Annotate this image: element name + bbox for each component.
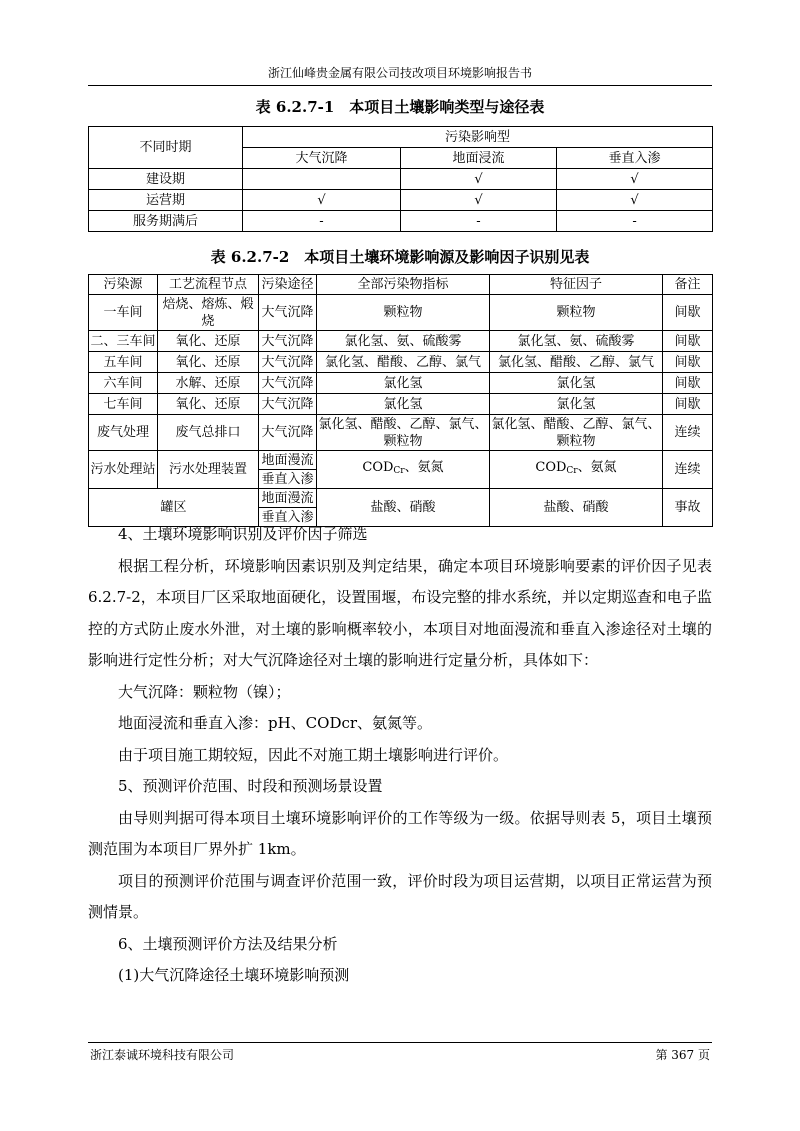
ammonia-text: 、氨氮 — [404, 460, 444, 475]
col-header: 地面浸流 — [401, 148, 557, 169]
node-cell: 污水处理装置 — [158, 451, 259, 489]
source-cell: 二、三车间 — [89, 331, 158, 352]
path-cell: 大气沉降 — [259, 352, 317, 373]
page-header — [88, 64, 712, 86]
all-pollutant-cell: 颗粒物 — [317, 295, 490, 331]
period-cell: 运营期 — [89, 190, 243, 211]
value-cell: √ — [401, 169, 557, 190]
table-row — [89, 415, 713, 451]
paragraph: 大气沉降：颗粒物（镍）； — [118, 682, 291, 701]
note-cell: 间歇 — [663, 295, 713, 331]
value-cell: √ — [557, 169, 713, 190]
section-4-title: 4、土壤环境影响识别及评价因子筛选 — [118, 525, 368, 543]
path-cell: 大气沉降 — [259, 394, 317, 415]
feature-cell: 氯化氢 — [490, 394, 663, 415]
page-footer — [88, 1042, 712, 1062]
all-pollutant-cell: 氯化氢、醋酸、乙醇、氯气 — [317, 352, 490, 373]
all-pollutant-cell: 氯化氢 — [317, 373, 490, 394]
feature-cell: 盐酸、硝酸 — [490, 489, 663, 527]
paragraph: 项目的预测评价范围与调查评价范围一致，评价时段为项目运营期，以项目正常运营为预测情景。 — [88, 871, 712, 921]
note-cell: 连续 — [663, 451, 713, 489]
section-5-title: 5、预测评价范围、时段和预测场景设置 — [118, 777, 383, 795]
table-row — [89, 394, 713, 415]
col-group-header: 污染影响型 — [243, 127, 713, 148]
source-cell: 废气处理 — [89, 415, 158, 451]
col-header: 垂直入渗 — [557, 148, 713, 169]
soil-impact-type-table — [88, 126, 713, 232]
node-cell: 氧化、还原 — [158, 331, 259, 352]
path-cell: 大气沉降 — [259, 415, 317, 451]
feature-cell: 氯化氢、醋酸、乙醇、氯气 — [490, 352, 663, 373]
value-cell: √ — [557, 190, 713, 211]
header-title: 浙江仙峰贵金属有限公司技改项目环境影响报告书 — [267, 66, 532, 80]
note-cell: 间歇 — [663, 352, 713, 373]
feature-cell: 颗粒物 — [490, 295, 663, 331]
feature-cell — [490, 451, 663, 489]
all-pollutant-cell: 氯化氢、醋酸、乙醇、氯气、颗粒物 — [318, 416, 488, 449]
value-cell — [243, 169, 401, 190]
cod-subscript: Cr — [566, 466, 578, 476]
col-header: 特征因子 — [490, 275, 663, 295]
soil-impact-source-table — [88, 274, 713, 527]
value-cell: - — [243, 211, 401, 232]
value-cell: √ — [243, 190, 401, 211]
table-row — [89, 373, 713, 394]
path-cell: 垂直入渗 — [259, 470, 317, 489]
page-number: 第 367 页 — [655, 1048, 710, 1062]
table-row — [89, 169, 713, 190]
cod-text: COD — [535, 460, 567, 475]
paragraph: 由于项目施工期较短，因此不对施工期土壤影响进行评价。 — [118, 745, 509, 764]
node-cell: 氧化、还原 — [158, 394, 259, 415]
source-cell: 污水处理站 — [89, 451, 158, 489]
source-cell: 罐区 — [89, 489, 259, 527]
col-header: 污染途径 — [259, 275, 317, 295]
value-cell: √ — [401, 190, 557, 211]
path-cell: 垂直入渗 — [259, 508, 317, 527]
section-6-title: 6、土壤预测评价方法及结果分析 — [118, 934, 338, 953]
value-cell: - — [557, 211, 713, 232]
paragraph: 根据工程分析，环境影响因素识别及判定结果，确定本项目环境影响要素的评价因子见表 6.2.7-2，本项目厂区采取地面硬化，设置围堰，布设完整的排水系统，并以定期巡查和电子监控的方式防止废水外泄，对土壤的影响概率较小，本项目对地面漫流和垂直入渗途径对土壤的影响进行定性分析；对大气沉降途径对土壤的影响进行定量分析，具体如下： — [88, 556, 712, 669]
period-cell: 服务期满后 — [89, 211, 243, 232]
table1-caption: 表 6.2.7-1 本项目土壤影响类型与途径表 — [255, 98, 545, 116]
all-pollutant-cell: 氯化氢 — [317, 394, 490, 415]
all-pollutant-cell — [317, 451, 490, 489]
col-header: 全部污染物指标 — [317, 275, 490, 295]
body-text — [88, 519, 712, 992]
node-cell: 水解、还原 — [158, 373, 259, 394]
value-cell: - — [401, 211, 557, 232]
table-row — [89, 331, 713, 352]
path-cell: 大气沉降 — [259, 331, 317, 352]
table2-caption: 表 6.2.7-2 本项目土壤环境影响源及影响因子识别见表 — [210, 248, 590, 266]
cod-text: COD — [362, 460, 394, 475]
table-row — [89, 211, 713, 232]
table-row — [89, 352, 713, 373]
source-cell: 六车间 — [89, 373, 158, 394]
feature-cell: 氯化氢 — [490, 373, 663, 394]
source-cell: 七车间 — [89, 394, 158, 415]
col-header: 污染源 — [89, 275, 158, 295]
all-pollutant-cell: 氯化氢、氨、硫酸雾 — [317, 331, 490, 352]
node-cell: 焙烧、熔炼、煅烧 — [158, 295, 259, 331]
note-cell: 间歇 — [663, 373, 713, 394]
subsection-title: (1)大气沉降途径土壤环境影响预测 — [118, 966, 350, 984]
path-cell: 大气沉降 — [259, 295, 317, 331]
all-pollutant-cell: 盐酸、硝酸 — [317, 489, 490, 527]
table-row — [89, 295, 713, 331]
table-row — [89, 489, 713, 508]
source-cell: 五车间 — [89, 352, 158, 373]
path-cell: 地面漫流 — [259, 489, 317, 508]
feature-cell: 氯化氢、氨、硫酸雾 — [490, 331, 663, 352]
period-cell: 建设期 — [89, 169, 243, 190]
table-row — [89, 190, 713, 211]
paragraph: 地面浸流和垂直入渗：pH、CODcr、氨氮等。 — [118, 714, 433, 732]
note-cell: 间歇 — [663, 394, 713, 415]
note-cell: 事故 — [663, 489, 713, 527]
node-cell: 氧化、还原 — [158, 352, 259, 373]
footer-company: 浙江泰诚环境科技有限公司 — [90, 1048, 235, 1062]
cod-subscript: Cr — [393, 466, 405, 476]
feature-cell: 氯化氢、醋酸、乙醇、氯气、颗粒物 — [491, 416, 661, 449]
source-cell: 一车间 — [89, 295, 158, 331]
paragraph: 由导则判据可得本项目土壤环境影响评价的工作等级为一级。依据导则表 5，项目土壤预测范围为本项目厂界外扩 1km。 — [88, 808, 712, 858]
col-period-header: 不同时期 — [89, 127, 243, 169]
path-cell: 地面漫流 — [259, 451, 317, 470]
note-cell: 连续 — [663, 415, 713, 451]
col-header: 备注 — [663, 275, 713, 295]
ammonia-text: 、氨氮 — [577, 460, 617, 475]
path-cell: 大气沉降 — [259, 373, 317, 394]
col-header: 工艺流程节点 — [158, 275, 259, 295]
note-cell: 间歇 — [663, 331, 713, 352]
node-cell: 废气总排口 — [158, 415, 259, 451]
col-header: 大气沉降 — [243, 148, 401, 169]
table-row — [89, 451, 713, 470]
